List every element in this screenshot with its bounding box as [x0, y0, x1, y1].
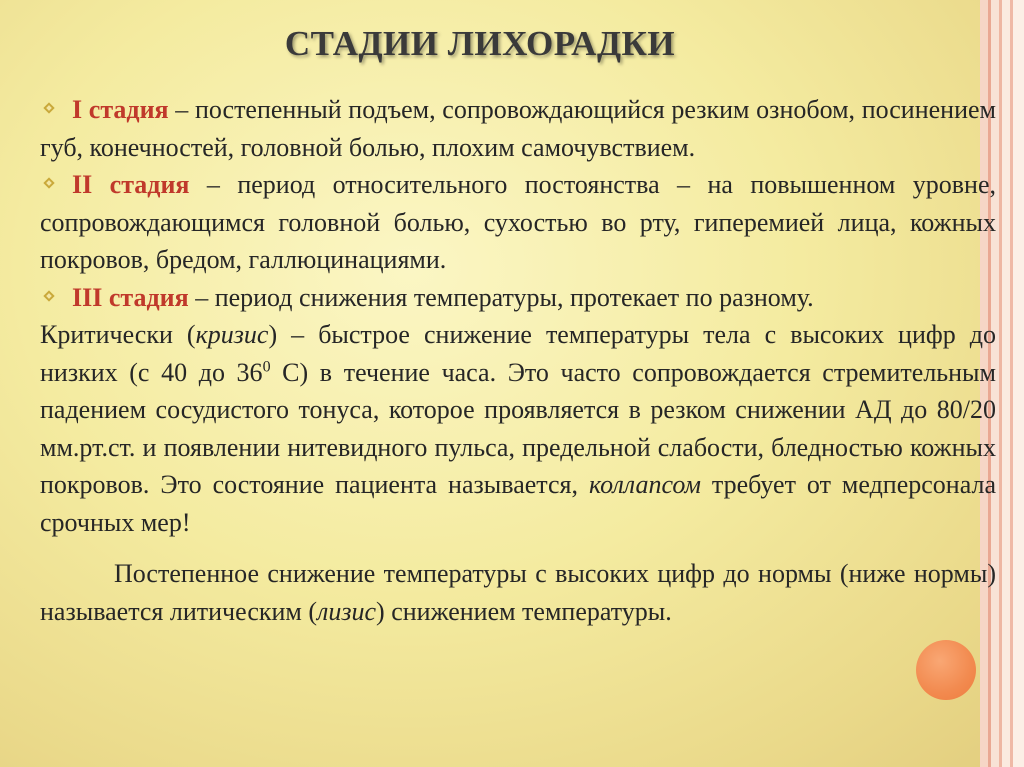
crisis-text-part3: С) в течение часа. Это часто сопровождается стремительным падением сосудистого тонуса, которое проявляется в резком снижении АД до 80/20 мм.рт.ст. и появлении нитевидного пульса, предельной слабости, бледностью кожных покровов. Это состояние пациента называется,	[40, 357, 996, 499]
lysis-note-paragraph	[40, 555, 996, 630]
stage-2-label: II стадия	[72, 170, 190, 199]
degree-superscript: 0	[262, 357, 271, 375]
lysis-text-part2: ) снижением температуры.	[376, 596, 672, 626]
stage-1-text: – постепенный подъем, сопровождающийся резким ознобом, посинением губ, конечностей, головной болью, плохим самочувствием.	[40, 95, 996, 162]
crisis-text-part4: требует от медперсонала срочных мер!	[40, 470, 997, 537]
stage-3-text: – период снижения температуры, протекает по разному.	[188, 282, 814, 312]
crisis-term: кризис	[195, 320, 269, 349]
stage-3-label: III стадия	[72, 282, 189, 312]
stage-1-paragraph	[40, 91, 996, 166]
stage-2-paragraph	[40, 166, 996, 279]
slide-content	[40, 91, 996, 630]
collapse-term: коллапсом	[588, 470, 701, 499]
diamond-bullet-icon	[42, 176, 56, 190]
crisis-text-part1: Критически (	[40, 320, 196, 349]
stage-1-label: I стадия	[72, 95, 169, 124]
decorative-orange-circle	[916, 640, 976, 700]
crisis-text-part2: ) – быстрое снижение температуры тела с высоких цифр до низких (с 40 до 36	[40, 320, 997, 387]
lysis-text-part1: Постепенное снижение температуры с высоких цифр до нормы (ниже нормы) называется литическим (	[40, 559, 996, 626]
diamond-bullet-icon	[42, 101, 56, 115]
slide-title: СТАДИИ ЛИХОРАДКИ	[284, 24, 676, 63]
diamond-bullet-icon	[42, 289, 56, 303]
lysis-term: лизис	[317, 596, 377, 626]
stage-2-text: – период относительного постоянства – на повышенном уровне, сопровождающимся головной болью, сухостью во рту, гиперемией лица, кожных покровов, бредом, галлюцинациями.	[40, 170, 996, 274]
stage-3-paragraph	[40, 279, 996, 542]
